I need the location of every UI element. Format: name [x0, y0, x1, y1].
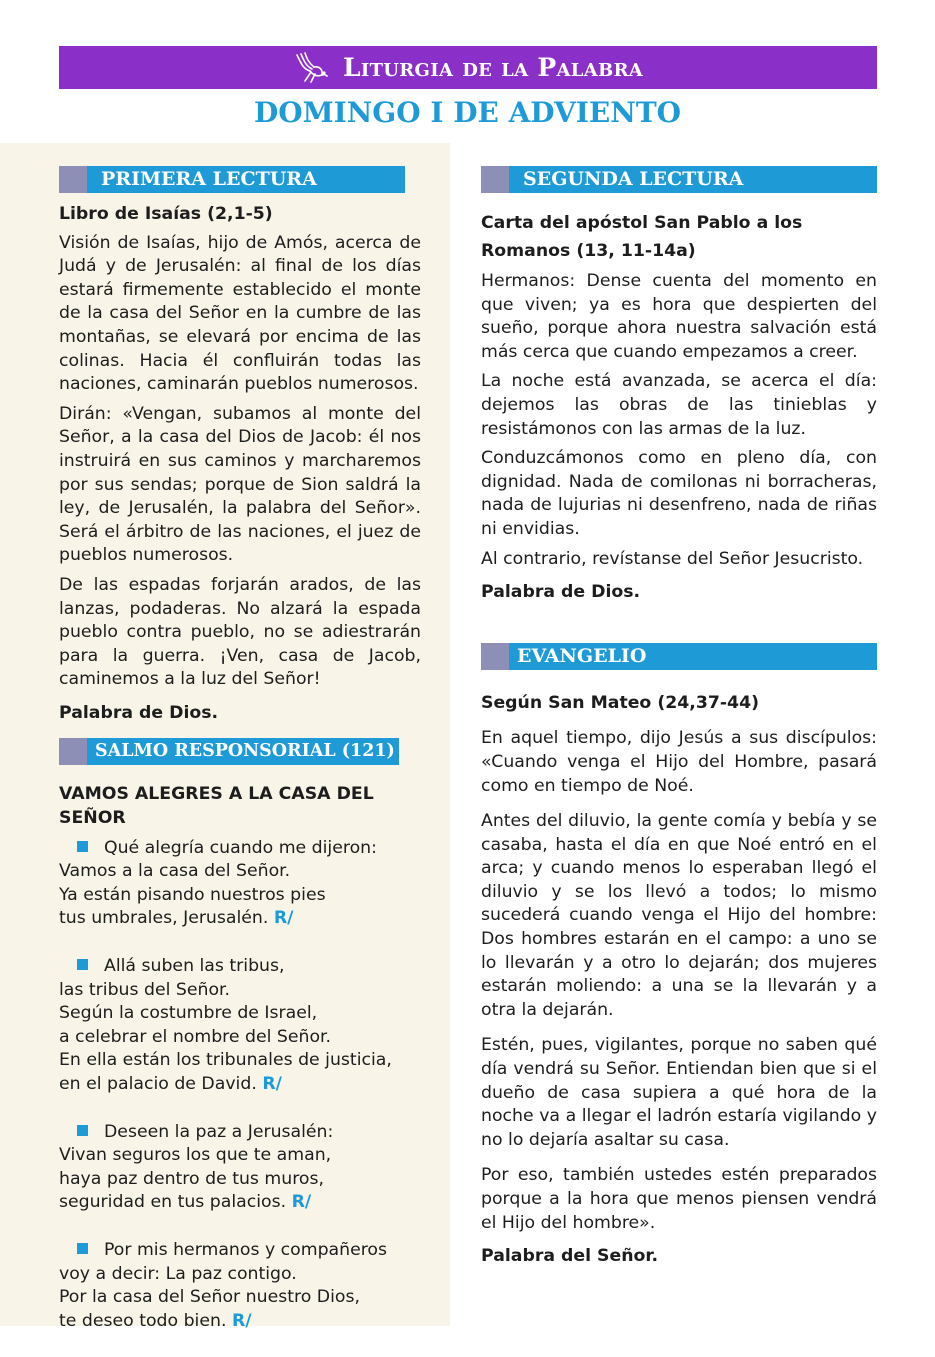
salmo-stanza: [59, 1121, 421, 1215]
segunda-lectura-header: [481, 166, 877, 193]
primera-reference: Libro de Isaías (2,1-5): [59, 204, 273, 224]
header-banner: [59, 46, 877, 89]
stanza-line: Deseen la paz a Jerusalén:: [104, 1121, 334, 1142]
stanza-line: haya paz dentro de tus muros,: [59, 1168, 324, 1189]
stanza-line: las tribus del Señor.: [59, 979, 231, 1000]
primera-closing: Palabra de Dios.: [59, 702, 219, 723]
segunda-paragraph: Hermanos: Dense cuenta del momento en que viven; ya es hora que despierten del sueño, porque ahora nuestra salvación está más cerca que cuando empezamos a creer.: [481, 271, 877, 362]
stanza-line: Allá suben las tribus,: [104, 956, 285, 977]
stanza-line: Según la costumbre de Israel,: [59, 1003, 318, 1024]
segunda-reference: Carta del apóstol San Pablo a los Romanos (13, 11-14a): [481, 213, 803, 261]
stanza-line: seguridad en tus palacios.: [59, 1192, 287, 1213]
stanza-line: Vamos a la casa del Señor.: [59, 861, 291, 882]
salmo-stanza: [59, 837, 421, 931]
bullet-icon: [77, 841, 88, 852]
section-title: EVANGELIO: [509, 643, 877, 670]
evangelio-closing: Palabra del Señor.: [481, 1246, 659, 1267]
evangelio-reference: Según San Mateo (24,37-44): [481, 692, 759, 713]
section-square: [481, 643, 509, 670]
evangelio-paragraph: Antes del diluvio, la gente comía y bebía y se casaba, hasta el día en que Noé entró en el arca; y cuando menos lo esperaban llegó el diluvio y se los llevó a todos; lo mismo sucederá cuando venga el Hijo del hombre: Dos hombres estarán en el campo: a uno se lo llevarán y a otro lo dejarán; dos mujeres estarán moliendo: a una se la llevarán y a otra la dejarán.: [481, 811, 877, 1020]
primera-paragraph: Visión de Isaías, hijo de Amós, acerca de Judá y de Jerusalén: al final de los días estará firmemente establecido el monte de la casa del Señor en la cumbre de las montañas, se elevará por encima de las colinas. Hacia él confluirán todas las naciones, caminarán pueblos numerosos.: [59, 232, 421, 395]
response-marker: R/: [273, 908, 294, 929]
dove-icon: [293, 51, 329, 85]
bullet-icon: [77, 1125, 88, 1136]
stanza-line: En ella están los tribunales de justicia,: [59, 1050, 392, 1071]
bullet-icon: [77, 959, 88, 970]
section-square: [481, 166, 509, 193]
evangelio-header: [481, 643, 877, 670]
primera-lectura-header: [59, 166, 421, 193]
salmo-stanza: [59, 955, 421, 1097]
segunda-closing: Palabra de Dios.: [481, 582, 641, 603]
right-column: [481, 166, 877, 1275]
section-title: SEGUNDA LECTURA: [509, 166, 877, 193]
segunda-paragraph: Al contrario, revístanse del Señor Jesucristo.: [481, 548, 864, 569]
section-square: [59, 738, 87, 765]
section-title: SALMO RESPONSORIAL (121): [87, 738, 399, 765]
segunda-paragraph: Conduzcámonos como en pleno día, con dignidad. Nada de comilonas ni borracheras, nada de lujurias ni desenfreno, nada de riñas ni envidias.: [481, 448, 877, 539]
stanza-line: Qué alegría cuando me dijeron:: [104, 837, 377, 858]
stanza-line: te deseo todo bien.: [59, 1310, 227, 1331]
stanza-line: voy a decir: La paz contigo.: [59, 1263, 297, 1284]
evangelio-paragraph: Estén, pues, vigilantes, porque no saben qué día vendrá su Señor. Entiendan bien que si el dueño de casa supiera a qué hora de la noche va a llegar el ladrón estaría vigilando y no lo dejaría asaltar su casa.: [481, 1035, 877, 1150]
response-marker: R/: [262, 1074, 282, 1094]
stanza-line: tus umbrales, Jerusalén.: [59, 908, 269, 929]
left-column: [59, 166, 421, 1357]
stanza-line: en el palacio de David.: [59, 1074, 257, 1094]
segunda-paragraph: La noche está avanzada, se acerca el día: dejemos las obras de las tinieblas y resistámonos con las armas de la luz.: [481, 371, 877, 439]
evangelio-paragraph: Por eso, también ustedes estén preparados porque a la hora que menos piensen vendrá el Hijo del hombre».: [481, 1165, 877, 1233]
stanza-line: Por mis hermanos y compañeros: [104, 1239, 388, 1260]
primera-paragraph: De las espadas forjarán arados, de las lanzas, podaderas. No alzará la espada pueblo contra pueblo, no se adiestrarán para la guerra. ¡Ven, casa de Jacob, caminemos a la luz del Señor!: [59, 574, 421, 690]
stanza-line: Por la casa del Señor nuestro Dios,: [59, 1287, 360, 1308]
bullet-icon: [77, 1243, 88, 1254]
salmo-stanza: [59, 1239, 421, 1333]
section-title: PRIMERA LECTURA: [87, 166, 405, 193]
primera-paragraph: Dirán: «Vengan, subamos al monte del Señor, a la casa del Dios de Jacob: él nos instruirá en sus caminos y marcharemos por sus sendas; porque de Sion saldrá la ley, de Jerusalén, la palabra del Señor». Será el árbitro de las naciones, el juez de pueblos numerosos.: [59, 403, 421, 566]
salmo-antiphon: VAMOS ALEGRES A LA CASA DEL SEÑOR: [59, 784, 374, 829]
stanza-line: a celebrar el nombre del Señor.: [59, 1026, 332, 1047]
evangelio-paragraph: En aquel tiempo, dijo Jesús a sus discípulos: «Cuando venga el Hijo del Hombre, pasará como en tiempo de Noé.: [481, 728, 877, 796]
response-marker: R/: [291, 1192, 312, 1213]
section-square: [59, 166, 87, 193]
page-title: DOMINGO I DE ADVIENTO: [253, 96, 682, 129]
salmo-header: [59, 738, 421, 765]
response-marker: R/: [231, 1310, 252, 1331]
stanza-line: Ya están pisando nuestros pies: [59, 884, 326, 905]
banner-title: Liturgia de la Palabra: [343, 53, 643, 82]
stanza-line: Vivan seguros los que te aman,: [59, 1145, 332, 1166]
